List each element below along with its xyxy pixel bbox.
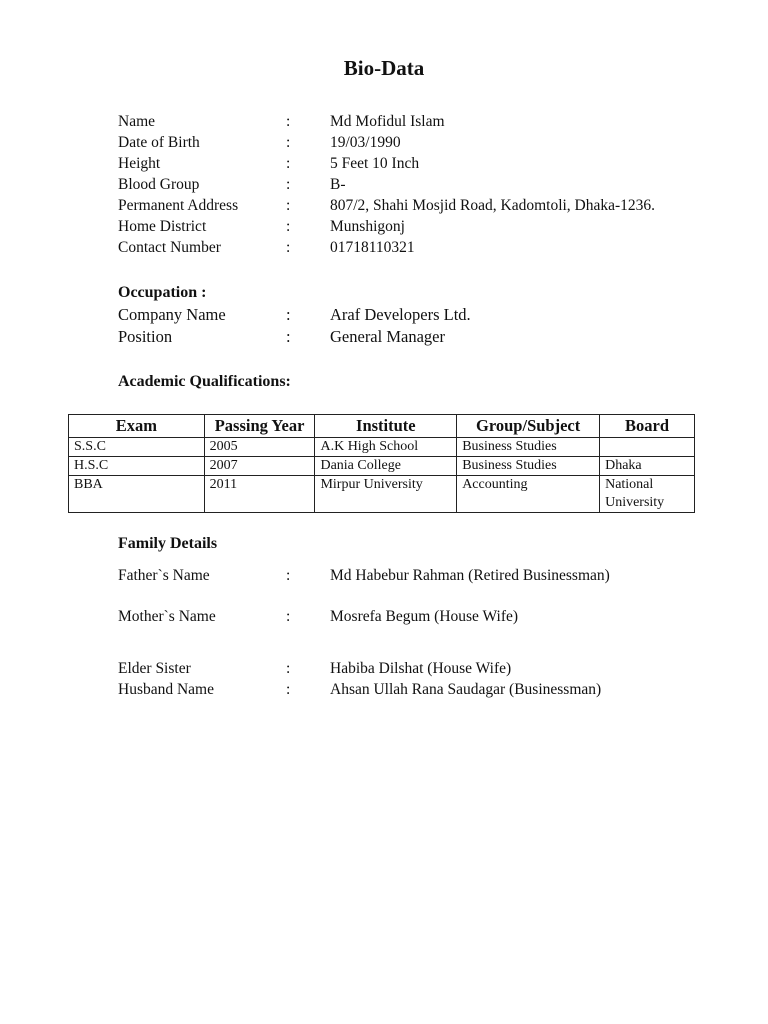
column-header-institute: Institute	[315, 415, 457, 438]
detail-row-home-district	[118, 216, 718, 237]
detail-label: Permanent Address	[118, 197, 239, 214]
colon-separator: :	[286, 681, 291, 698]
detail-label: Mother`s Name	[118, 608, 216, 625]
detail-label: Contact Number	[118, 239, 221, 256]
colon-separator: :	[286, 327, 291, 346]
detail-row-blood-group	[118, 174, 718, 195]
colon-separator: :	[286, 197, 291, 214]
detail-value: Md Habebur Rahman (Retired Businessman)	[330, 567, 610, 584]
table-row	[69, 476, 695, 513]
table-cell: 2011	[204, 476, 315, 513]
column-header-exam: Exam	[69, 415, 205, 438]
detail-value: General Manager	[330, 327, 445, 346]
occupation-row-position	[118, 326, 718, 348]
table-cell: Accounting	[457, 476, 600, 513]
family-row-mother	[118, 606, 718, 627]
detail-row-contact	[118, 237, 718, 258]
detail-label: Position	[118, 327, 173, 346]
table-cell: 2007	[204, 457, 315, 476]
detail-value: Md Mofidul Islam	[330, 113, 445, 130]
detail-label: Father`s Name	[118, 567, 210, 584]
table-row	[69, 457, 695, 476]
detail-label: Home District	[118, 218, 207, 235]
family-row	[118, 658, 718, 679]
table-cell: Mirpur University	[315, 476, 457, 513]
detail-value: 01718110321	[330, 239, 415, 256]
colon-separator: :	[286, 567, 291, 584]
table-cell: A.K High School	[315, 438, 457, 457]
detail-value: Habiba Dilshat (House Wife)	[330, 660, 512, 677]
family-heading: Family Details	[118, 535, 218, 552]
academic-table	[68, 414, 695, 513]
colon-separator: :	[286, 218, 291, 235]
family-row-sister	[118, 658, 718, 700]
column-header-passing-year: Passing Year	[204, 415, 315, 438]
detail-value: 5 Feet 10 Inch	[330, 155, 420, 172]
detail-label: Company Name	[118, 305, 226, 324]
colon-separator: :	[286, 305, 291, 324]
detail-row-height	[118, 153, 718, 174]
colon-separator: :	[286, 660, 291, 677]
occupation-heading: Occupation :	[118, 284, 207, 301]
occupation-details	[118, 304, 718, 348]
family-row	[118, 606, 718, 627]
detail-label: Name	[118, 113, 156, 130]
colon-separator: :	[286, 176, 291, 193]
detail-value: Ahsan Ullah Rana Saudagar (Businessman)	[330, 681, 602, 698]
detail-value: 807/2, Shahi Mosjid Road, Kadomtoli, Dhaka-1236.	[330, 197, 656, 214]
colon-separator: :	[286, 134, 291, 151]
table-cell: Business Studies	[457, 438, 600, 457]
table-cell: S.S.C	[69, 438, 205, 457]
column-header-group-subject: Group/Subject	[457, 415, 600, 438]
detail-row-address	[118, 195, 718, 216]
academic-heading: Academic Qualifications:	[118, 373, 291, 390]
column-header-board: Board	[600, 415, 695, 438]
table-cell: Dhaka	[600, 457, 695, 476]
detail-value: Araf Developers Ltd.	[330, 305, 471, 324]
colon-separator: :	[286, 113, 291, 130]
table-cell: 2005	[204, 438, 315, 457]
detail-label: Date of Birth	[118, 134, 200, 151]
table-cell: Business Studies	[457, 457, 600, 476]
detail-value: 19/03/1990	[330, 134, 401, 151]
personal-details	[118, 111, 718, 258]
table-cell: H.S.C	[69, 457, 205, 476]
page-title: Bio-Data	[343, 56, 425, 80]
table-cell	[600, 438, 695, 457]
detail-row-dob	[118, 132, 718, 153]
colon-separator: :	[286, 155, 291, 172]
table-row	[69, 438, 695, 457]
family-row	[118, 565, 718, 586]
table-cell: National University	[600, 476, 695, 513]
occupation-row-company	[118, 304, 718, 326]
detail-label: Elder Sister	[118, 660, 191, 677]
detail-label: Blood Group	[118, 176, 200, 193]
detail-label: Husband Name	[118, 681, 214, 698]
detail-value: B-	[330, 176, 346, 193]
table-cell: BBA	[69, 476, 205, 513]
colon-separator: :	[286, 608, 291, 625]
detail-row-name	[118, 111, 718, 132]
table-header-row	[69, 415, 695, 438]
detail-value: Munshigonj	[330, 218, 405, 235]
family-row	[118, 679, 718, 700]
detail-label: Height	[118, 155, 161, 172]
colon-separator: :	[286, 239, 291, 256]
detail-value: Mosrefa Begum (House Wife)	[330, 608, 519, 625]
table-cell: Dania College	[315, 457, 457, 476]
family-row-father	[118, 565, 718, 586]
